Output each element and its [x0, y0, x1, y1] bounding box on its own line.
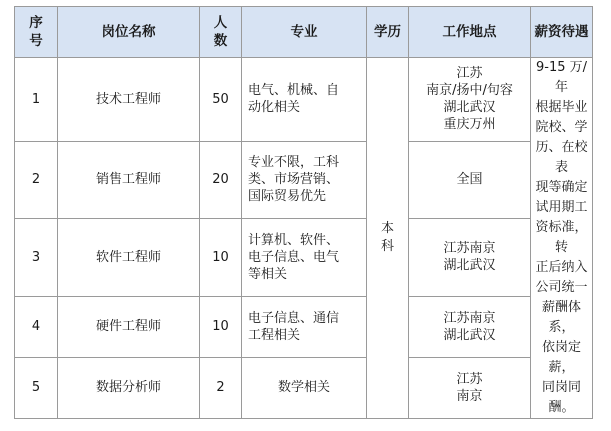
- location-line: 湖北武汉: [443, 258, 496, 274]
- table-row: [15, 141, 593, 219]
- cell-salary: [531, 58, 593, 419]
- major-line: 数学相关: [277, 380, 330, 396]
- major-line: 类、市场营销、: [248, 172, 340, 188]
- cell-seq: 2: [15, 141, 58, 219]
- salary-line: 现等确定: [535, 180, 588, 195]
- cell-seq: 1: [15, 58, 58, 142]
- location-line: 江苏南京: [443, 241, 496, 257]
- header-count-line: 数: [213, 33, 228, 49]
- header-position: 岗位名称: [58, 7, 200, 58]
- location-line: 江苏: [456, 371, 483, 387]
- header-row: [15, 7, 593, 58]
- cell-location: [409, 141, 531, 219]
- cell-seq: 4: [15, 296, 58, 357]
- cell-major: [242, 141, 367, 219]
- major-line: 计算机、软件、: [248, 232, 340, 248]
- cell-education: [367, 58, 409, 419]
- salary-line: 院校、学: [535, 120, 588, 135]
- location-line: 湖北武汉: [443, 327, 496, 343]
- header-seq-line: 号: [29, 33, 43, 49]
- salary-line: 历、在校表: [535, 140, 588, 175]
- cell-position: 硬件工程师: [58, 296, 200, 357]
- recruitment-table-container: [14, 6, 592, 414]
- salary-line: 试用期工: [535, 200, 588, 215]
- cell-major: [242, 357, 367, 418]
- table-row: [15, 296, 593, 357]
- header-seq-line: 序: [29, 15, 43, 31]
- cell-count: 20: [200, 141, 242, 219]
- cell-location: [409, 357, 531, 418]
- cell-position: 销售工程师: [58, 141, 200, 219]
- major-line: 国际贸易优先: [248, 189, 327, 205]
- major-line: 工程相关: [248, 327, 301, 343]
- major-line: 专业不限，工科: [248, 155, 340, 171]
- location-line: 重庆万州: [443, 117, 496, 133]
- cell-major: [242, 296, 367, 357]
- cell-count: 50: [200, 58, 242, 142]
- location-line: 南京: [456, 388, 483, 404]
- major-line: 电子信息、电气: [248, 249, 340, 265]
- major-line: 等相关: [248, 266, 288, 282]
- salary-line: 资标准，转: [535, 220, 588, 255]
- salary-line: 同岗同酬。: [541, 380, 581, 415]
- location-line: 全国: [456, 172, 483, 188]
- education-line: 科: [380, 239, 394, 254]
- major-line: 电气、机械、自: [248, 83, 340, 99]
- cell-count: 10: [200, 219, 242, 297]
- table-row: [15, 219, 593, 297]
- education-line: 本: [380, 221, 394, 236]
- header-education: 学历: [367, 7, 409, 58]
- salary-line: 薪酬体系，: [541, 300, 581, 335]
- recruitment-table: [14, 6, 593, 419]
- header-count-line: 人: [213, 15, 228, 31]
- major-line: 动化相关: [248, 100, 301, 116]
- location-line: 江苏: [456, 66, 483, 82]
- salary-line: 依岗定薪，: [541, 340, 581, 375]
- table-row: [15, 357, 593, 418]
- cell-count: 10: [200, 296, 242, 357]
- cell-position: 软件工程师: [58, 219, 200, 297]
- salary-line: 9-15 万/年: [535, 60, 588, 95]
- cell-count: 2: [200, 357, 242, 418]
- location-line: 江苏南京: [443, 310, 496, 326]
- cell-seq: 3: [15, 219, 58, 297]
- cell-location: [409, 219, 531, 297]
- header-count: [200, 7, 242, 58]
- cell-major: [242, 58, 367, 142]
- cell-seq: 5: [15, 357, 58, 418]
- cell-location: [409, 58, 531, 142]
- table-row: [15, 58, 593, 142]
- header-seq: [15, 7, 58, 58]
- location-line: 湖北武汉: [443, 100, 496, 116]
- cell-position: 数据分析师: [58, 357, 200, 418]
- cell-major: [242, 219, 367, 297]
- header-major: 专业: [242, 7, 367, 58]
- location-line: 南京/扬中/句容: [426, 83, 513, 99]
- header-location: 工作地点: [409, 7, 531, 58]
- salary-line: 正后纳入: [535, 260, 588, 275]
- salary-line: 根据毕业: [535, 100, 588, 115]
- major-line: 电子信息、通信: [248, 310, 340, 326]
- salary-line: 公司统一: [535, 280, 588, 295]
- cell-position: 技术工程师: [58, 58, 200, 142]
- header-salary: 薪资待遇: [531, 7, 593, 58]
- cell-location: [409, 296, 531, 357]
